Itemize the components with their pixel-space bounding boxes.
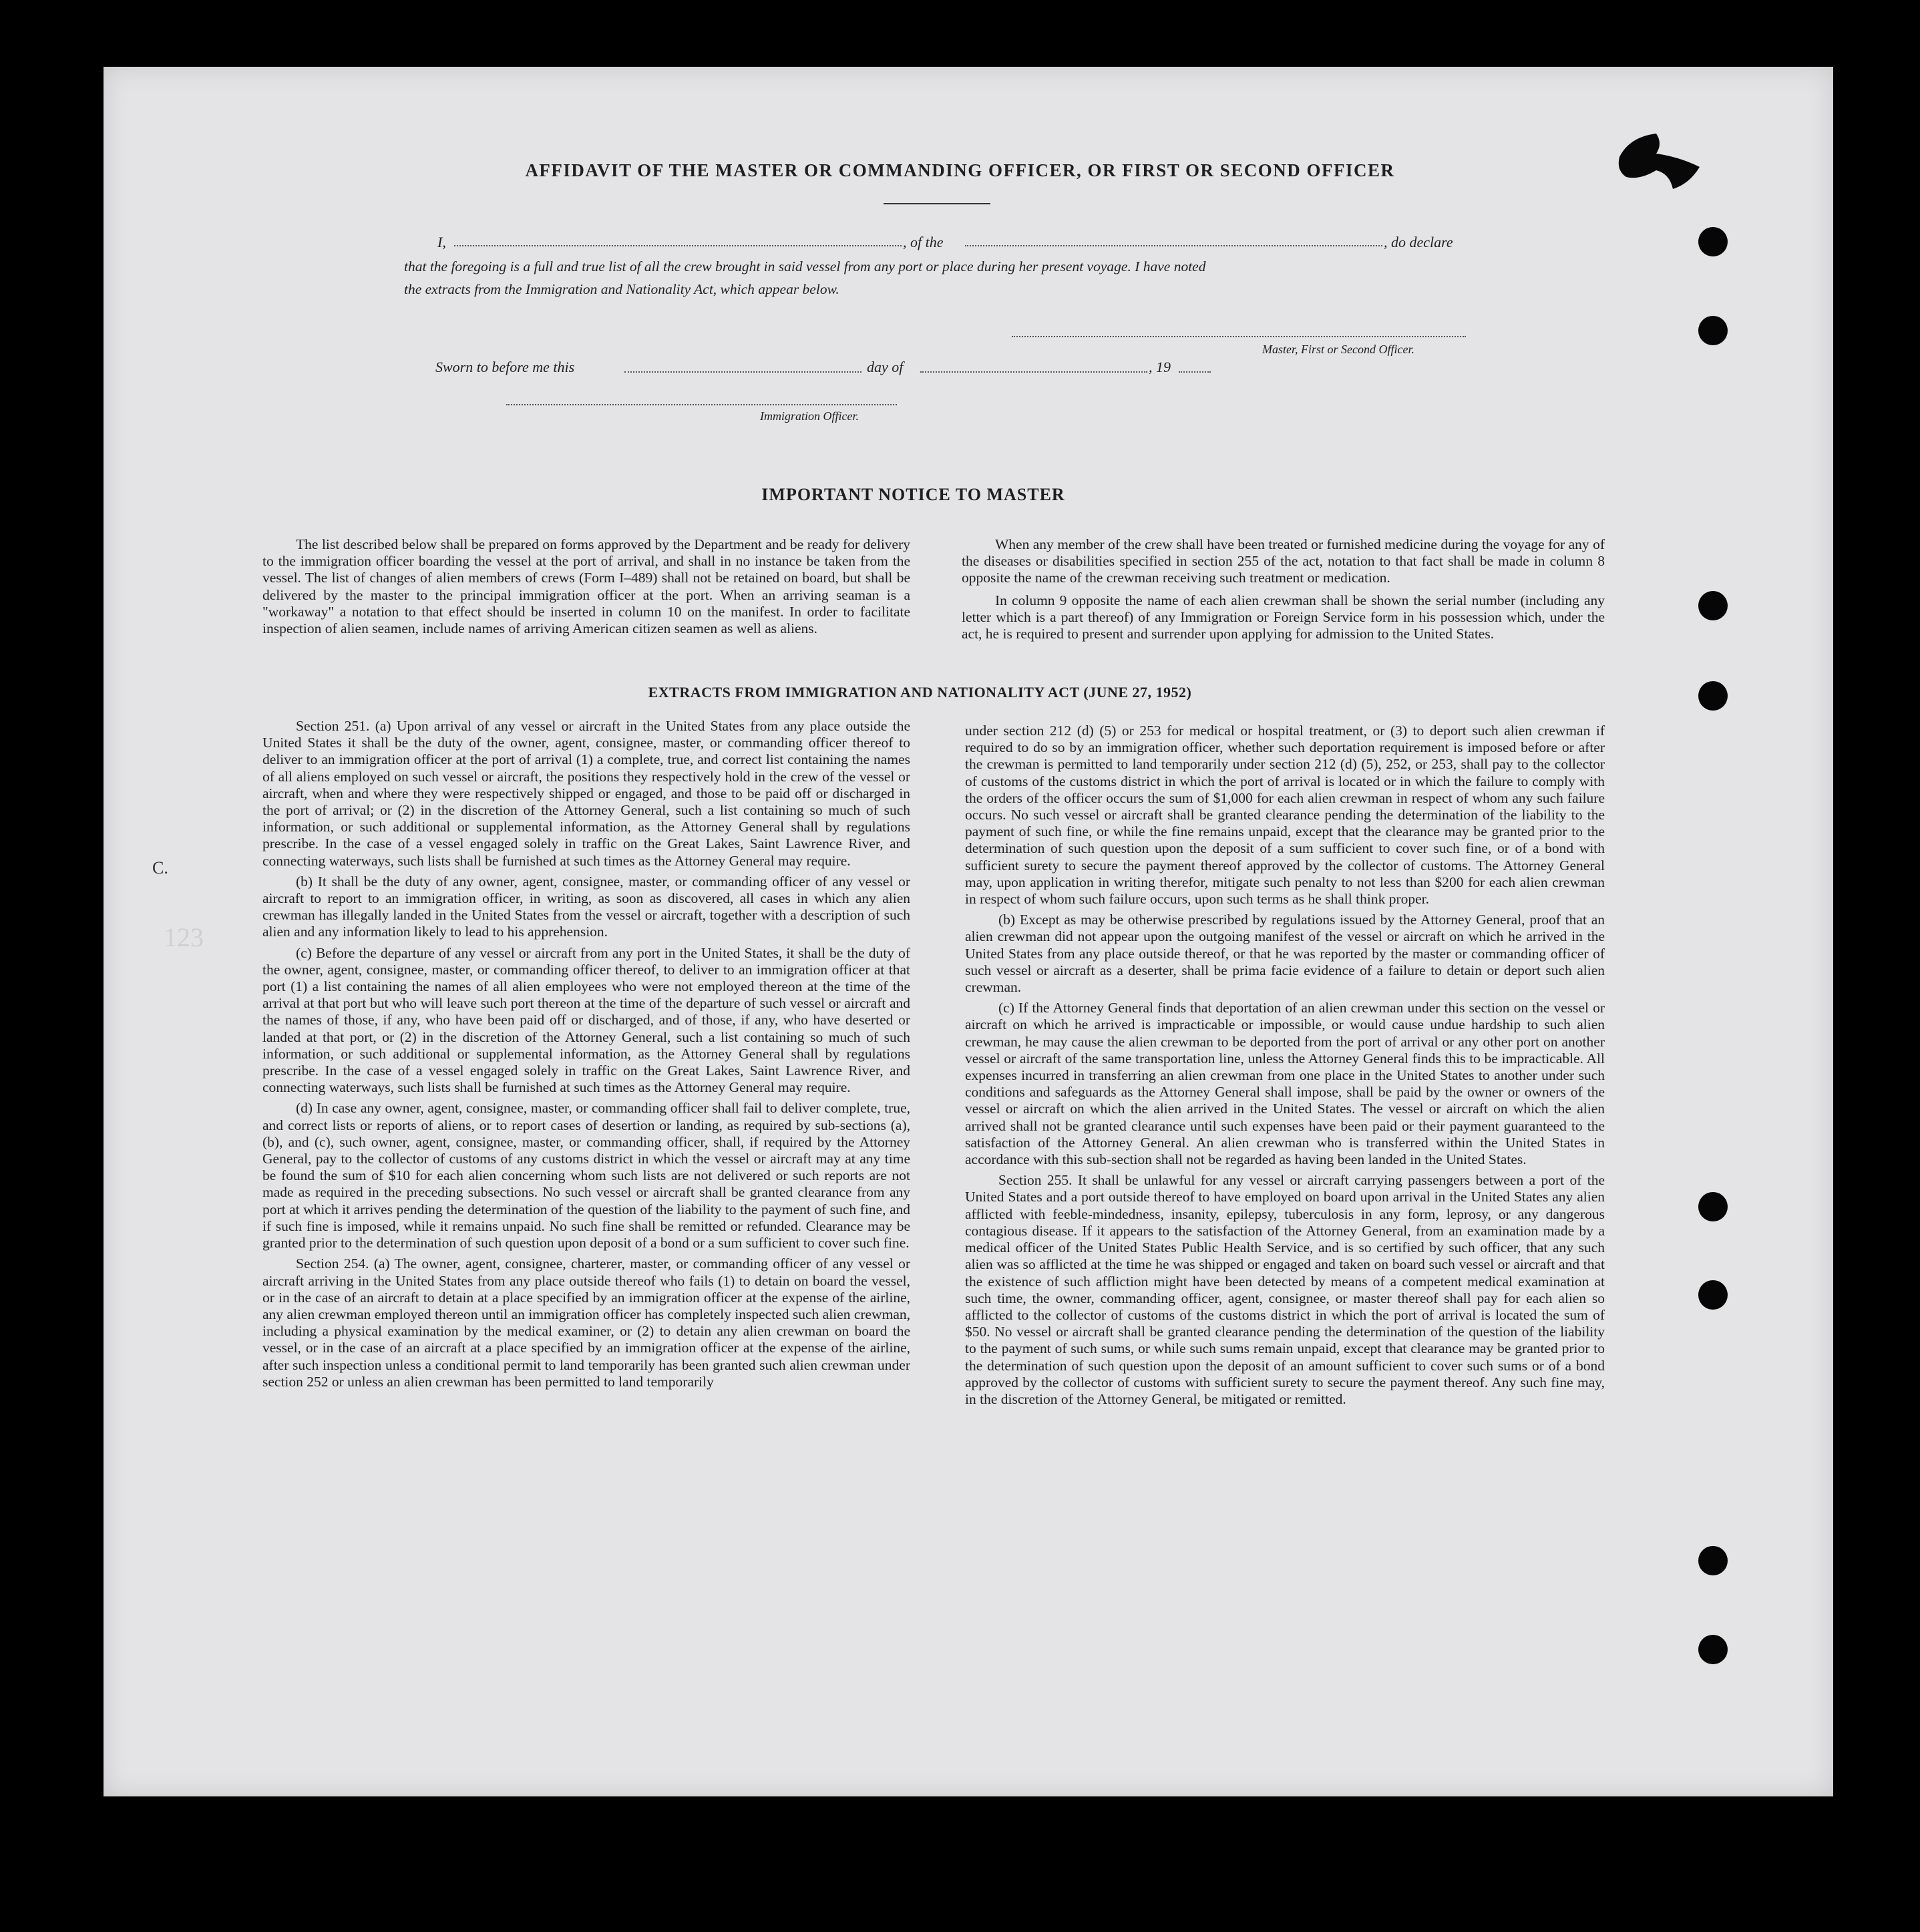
extracts-title: EXTRACTS FROM IMMIGRATION AND NATIONALITY ACT (JUNE 27, 1952) [648,684,1192,701]
do-declare-label: , do declare [1384,234,1453,250]
day-of-label: day of [867,359,904,375]
master-caption: Master, First or Second Officer. [1262,343,1414,356]
section-paragraph: (b) It shall be the duty of any owner, agent, consignee, master, or commanding officer of any vessel or aircraft to report to an immigration officer, in writing, as soon as discovered, all cases in which any alien crewman has illegally landed in the United States from the vessel or aircraft, together with a description of such alien and any information likely to lead to his apprehension. [262,873,910,940]
sworn-month-field[interactable] [920,371,1147,373]
notice-paragraph: In column 9 opposite the name of each alien crewman shall be shown the serial number (including any letter which is a part thereof) of any Immigration or Foreign Service form in his possession which, under the act, he is required to present and surrender upon applying for admission to the United States. [962,592,1605,642]
notice-title: IMPORTANT NOTICE TO MASTER [761,485,1065,504]
statement-line-1: that the foregoing is a full and true list of all the crew brought in said vessel from any port or place during her present voyage. I have noted [404,258,1206,274]
sworn-day-field[interactable] [624,371,861,373]
section-paragraph: (b) Except as may be otherwise prescribed by regulations issued by the Attorney General, proof that an alien crewman did not appear upon the outgoing manifest of the vessel or aircraft on which he arrived in the United States from any place outside thereof, or that he was reported by the master or commanding officer of such vessel or aircraft as a deserter, shall be prima facie evidence of a failure to detain or deport such alien crewman. [965,912,1605,996]
punch-hole [1698,591,1728,620]
declarant-name-field[interactable] [454,245,902,246]
vessel-name-field[interactable] [965,245,1382,246]
section-paragraph: under section 212 (d) (5) or 253 for medical or hospital treatment, or (3) to deport such alien crewman if required to do so by an immigration officer, whether such deportation requirement is imposed before or after the crewman is permitted to land temporarily under section 212 (d) (5), 252, or 253, shall pay to the collector of customs of the customs district in which the port of arrival is located or in which the failure to comply with the orders of the officer occurs the sum of $1,000 for each alien crewman in respect of whom any such failure occurs. No such vessel or aircraft shall be granted clearance pending the determination of the liability to the payment of such fine, or while the fine remains unpaid, except that the clearance may be granted prior to the determination of such question upon the deposit of a sum sufficient to cover such fine, or of a bond with sufficient surety to secure the payment thereof approved by the collector of customs. The Attorney General may, upon application in writing therefor, mitigate such penalty to not less than $200 for each alien crewman in respect of whom such failure occurs, upon such terms as he shall think proper. [965,723,1605,908]
section-paragraph: Section 255. It shall be unlawful for any vessel or aircraft carrying passengers between a port of the United States and a port outside thereof to have employed on board upon arrival in the United States any alien afflicted with feeble-mindedness, insanity, epilepsy, tuberculosis in any form, leprosy, or any dangerous contagious disease. If it appears to the satisfaction of the Attorney General, from an examination made by a medical officer of the United States Public Health Service, and is so certified by such officer, that any such alien was so afflicted at the time he was shipped or engaged and taken on board such vessel or aircraft and that the existence of such affliction might have been detected by means of a competent medical examination at such time, the owner, commanding officer, agent, consignee, or master thereof shall pay for each alien so afflicted to the collector of customs of the customs district in which the port of arrival is located the sum of $50. No vessel or aircraft shall be granted clearance pending the determination of the question of the liability to the payment of such sums, or while such sums remain unpaid, except that clearance may be granted prior to the determination of such question upon the deposit of an amount sufficient to cover such sums or of a bond approved by the collector of customs with sufficient surety to secure the payment thereof. Any such fine may, in the discretion of the Attorney General, be mitigated or remitted. [965,1172,1605,1407]
punch-hole [1698,316,1728,345]
notice-right-column [962,536,1605,648]
extracts-right-column [965,723,1605,1412]
officer-caption: Immigration Officer. [760,409,859,423]
of-the-label: , of the [903,234,944,250]
punch-hole [1698,227,1728,256]
section-paragraph: Section 254. (a) The owner, agent, consignee, charterer, master, or commanding officer of any vessel or aircraft arriving in the United States from any place outside thereof who fails (1) to detain on board the vessel, or in the case of an aircraft to detain at a place specified by an immigration officer at the expense of the airline, any alien crewman employed thereon until an immigration officer has completely inspected such alien crewman, including a physical examination by the medical examiner, or (2) to detain any alien crewman on board the vessel, or in the case of an aircraft at a place specified by an immigration officer at the expense of the airline, after such inspection unless a conditional permit to land temporarily has been granted such alien crewman under section 252 or unless an alien crewman has been permitted to land temporarily [262,1255,910,1390]
notice-paragraph: When any member of the crew shall have been treated or furnished medicine during the voyage for any of the diseases or disabilities specified in section 255 of the act, notation to that fact shall be made in column 8 opposite the name of the crewman receiving such treatment or medication. [962,536,1605,586]
section-paragraph: (d) In case any owner, agent, consignee, master, or commanding officer shall fail to deliver complete, true, and correct lists or reports of aliens, or to report cases of desertion or landing, as required by sub-sections (a), (b), and (c), such owner, agent, consignee, master, or commanding officer, shall, if required by the Attorney General, pay to the collector of customs of any customs district in which the vessel or aircraft may at any time be found the sum of $10 for each alien concerning whom such lists are not delivered or such reports are not made as required in the preceding subsections. No such vessel or aircraft shall be granted clearance from any port at which it arrives pending the determination of the question of the liability to the payment of such fine, and if such fine is imposed, while it remains unpaid. No such fine shall be remitted or refunded. Clearance may be granted prior to the determination of such question upon deposit of a bond or a sum sufficient to cover such fine. [262,1100,910,1251]
sworn-year-field[interactable] [1179,371,1211,373]
i-label: I, [437,234,446,250]
master-signature-line[interactable] [1012,336,1466,337]
affidavit-title: AFFIDAVIT OF THE MASTER OR COMMANDING OFFICER, OR FIRST OR SECOND OFFICER [525,160,1395,180]
statement-line-2: the extracts from the Immigration and Nationality Act, which appear below. [404,281,839,297]
punch-hole [1698,1546,1728,1575]
section-paragraph: (c) Before the departure of any vessel or aircraft from any port in the United States, it shall be the duty of the owner, agent, consignee, master, or commanding officer thereof, to deliver to an immigration officer at that port (1) a list containing the names of all alien employees who were not employed thereon at the time of the arrival at that port but who will leave such port thereon at the time of the departure of such vessel or aircraft and the names of those, if any, who have been paid off or discharged, and of those, if any, who have deserted or landed at that port, or (2) in the discretion of the Attorney General, such a list containing so much of such information, or such additional or supplemental information, as the Attorney General shall by regulations prescribe. In the case of a vessel engaged solely in traffic on the Great Lakes, Saint Lawrence River, and connecting waterways, such lists shall be furnished at such times as the Attorney General may require. [262,944,910,1096]
margin-number: 123 [164,922,204,952]
section-paragraph: (c) If the Attorney General finds that deportation of an alien crewman under this section on the vessel or aircraft on which he arrived is impracticable or impossible, or would cause undue hardship to such alien crewman, he may cause the alien crewman to be deported from the port of arrival or any other port on another vessel or aircraft of the same transportation line, unless the Attorney General finds this to be impracticable. All expenses incurred in transferring an alien crewman from one place in the United States to another under such conditions and safeguards as the Attorney General shall impose, shall be paid by the owner or owners of the vessel or aircraft on which the alien arrived in the United States. The vessel or aircraft on which the alien arrived shall not be granted clearance until such expenses have been paid or their payment guaranteed to the satisfaction of the Attorney General. An alien crewman who is transferred within the United States in accordance with this sub-section shall not be regarded as having been landed in the United States. [965,1000,1605,1168]
sworn-label: Sworn to before me this [435,359,575,375]
year-label: , 19 [1149,359,1171,375]
margin-scribble: C. [152,858,168,878]
notice-left-column [262,536,910,642]
punch-hole [1698,1635,1728,1664]
extracts-left-column [262,718,910,1394]
punch-hole [1698,1280,1728,1310]
notice-paragraph: The list described below shall be prepared on forms approved by the Department and be ready for delivery to the immigration officer boarding the vessel at the port of arrival, and shall in no instance be taken from the vessel. The list of changes of alien members of crews (Form I–489) shall not be retained on board, but shall be delivered by the master to the principal immigration officer at the port. When an arriving seaman is a "workaway" a notation to that effect should be inserted in column 10 on the manifest. In order to facilitate inspection of alien seamen, include names of arriving American citizen seamen as well as aliens. [262,536,910,637]
officer-signature-line[interactable] [506,404,897,405]
section-paragraph: Section 251. (a) Upon arrival of any vessel or aircraft in the United States from any place outside the United States it shall be the duty of the owner, agent, consignee, master, or commanding officer thereof to deliver to an immigration officer at the port of arrival (1) a complete, true, and correct list containing the names of all aliens employed on such vessel or aircraft, the positions they respectively hold in the crew of the vessel or aircraft, when and where they were respectively shipped or engaged, and those to be paid off or discharged in the port of arrival; or (2) in the discretion of the Attorney General, such a list containing so much of such information, or such additional or supplemental information, as the Attorney General shall by regulations prescribe. In the case of a vessel engaged solely in traffic on the Great Lakes, Saint Lawrence River, and connecting waterways, such lists shall be furnished at such times as the Attorney General may require. [262,718,910,869]
title-rule [884,203,990,204]
punch-hole [1698,1192,1728,1221]
